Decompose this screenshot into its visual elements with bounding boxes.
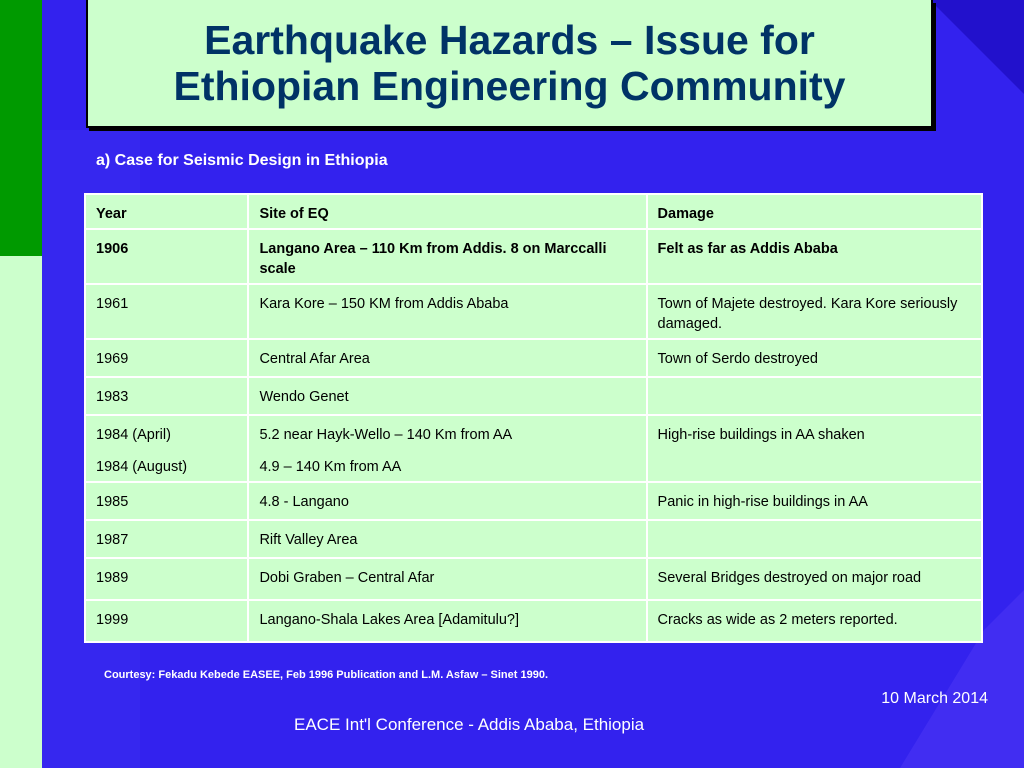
cell-site: Wendo Genet bbox=[248, 377, 646, 415]
slide-subtitle: a) Case for Seismic Design in Ethiopia bbox=[96, 152, 388, 169]
cell-year: 1987 bbox=[85, 520, 248, 558]
cell-damage: Town of Serdo destroyed bbox=[647, 339, 982, 377]
cell-year bbox=[85, 415, 248, 482]
courtesy-note: Courtesy: Fekadu Kebede EASEE, Feb 1996 Publication and L.M. Asfaw – Sinet 1990. bbox=[104, 669, 548, 681]
cell-damage bbox=[647, 520, 982, 558]
cell-damage bbox=[647, 377, 982, 415]
cell-year: 1989 bbox=[85, 558, 248, 600]
slide-footer: EACE Int'l Conference - Addis Ababa, Ethiopia bbox=[294, 715, 645, 734]
cell-year: 1983 bbox=[85, 377, 248, 415]
table-row bbox=[85, 284, 982, 339]
cell-site: 4.8 - Langano bbox=[248, 482, 646, 520]
table-row bbox=[85, 229, 982, 284]
cell-damage: Cracks as wide as 2 meters reported. bbox=[647, 600, 982, 642]
cell-site: Langano Area – 110 Km from Addis. 8 on Marccalli scale bbox=[248, 229, 646, 284]
earthquake-table bbox=[84, 193, 983, 643]
cell-year-august: 1984 (August) bbox=[96, 459, 188, 475]
cell-site bbox=[248, 415, 646, 482]
cell-site: Central Afar Area bbox=[248, 339, 646, 377]
table-header-row bbox=[85, 194, 982, 229]
cell-damage: Felt as far as Addis Ababa bbox=[647, 229, 982, 284]
title-box bbox=[86, 0, 933, 128]
cell-year-april: 1984 (April) bbox=[96, 427, 171, 443]
table-row bbox=[85, 558, 982, 600]
table-row bbox=[85, 415, 982, 482]
cell-site-april: 5.2 near Hayk-Wello – 140 Km from AA bbox=[259, 427, 513, 443]
cell-damage: High-rise buildings in AA shaken bbox=[647, 415, 982, 482]
left-accent-bar-green bbox=[0, 0, 42, 256]
header-damage: Damage bbox=[647, 194, 982, 229]
table-row bbox=[85, 482, 982, 520]
header-site: Site of EQ bbox=[248, 194, 646, 229]
slide-title-line-2: Ethiopian Engineering Community bbox=[173, 63, 846, 109]
cell-damage: Several Bridges destroyed on major road bbox=[647, 558, 982, 600]
table-row bbox=[85, 339, 982, 377]
slide-title bbox=[174, 17, 846, 109]
left-accent-bar-mint bbox=[0, 256, 42, 768]
table-row bbox=[85, 520, 982, 558]
cell-site-august: 4.9 – 140 Km from AA bbox=[259, 459, 402, 475]
cell-year: 1969 bbox=[85, 339, 248, 377]
slide-date: 10 March 2014 bbox=[881, 690, 988, 707]
cell-site: Kara Kore – 150 KM from Addis Ababa bbox=[248, 284, 646, 339]
slide-title-line-1: Earthquake Hazards – Issue for bbox=[204, 17, 815, 63]
cell-site: Dobi Graben – Central Afar bbox=[248, 558, 646, 600]
cell-damage: Panic in high-rise buildings in AA bbox=[647, 482, 982, 520]
cell-site: Langano-Shala Lakes Area [Adamitulu?] bbox=[248, 600, 646, 642]
cell-year: 1985 bbox=[85, 482, 248, 520]
cell-damage: Town of Majete destroyed. Kara Kore seriously damaged. bbox=[647, 284, 982, 339]
cell-year: 1999 bbox=[85, 600, 248, 642]
cell-site: Rift Valley Area bbox=[248, 520, 646, 558]
cell-year: 1906 bbox=[85, 229, 248, 284]
header-year: Year bbox=[85, 194, 248, 229]
cell-year: 1961 bbox=[85, 284, 248, 339]
table-row bbox=[85, 600, 982, 642]
table-row bbox=[85, 377, 982, 415]
